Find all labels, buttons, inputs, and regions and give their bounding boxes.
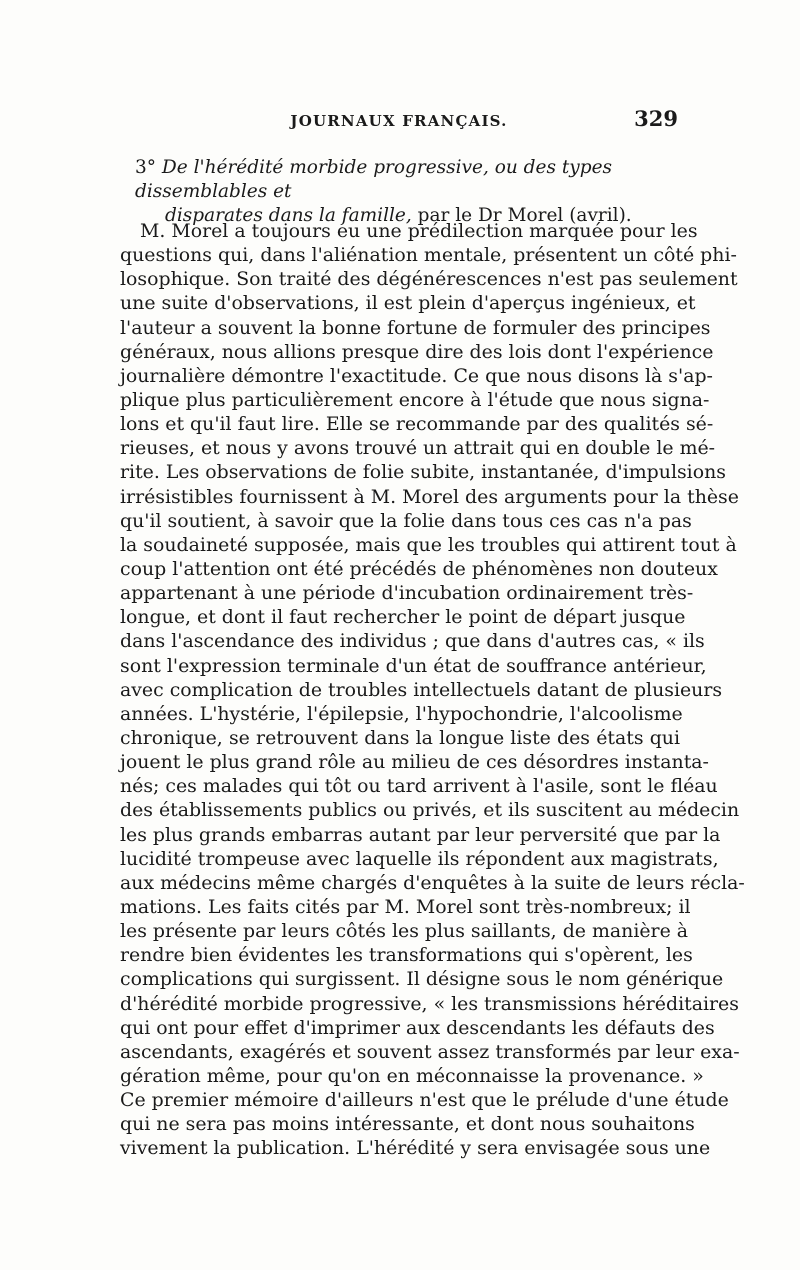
text-line: jouent le plus grand rôle au milieu de ces désordres instanta- [120,751,709,774]
text-line: qui ont pour effet d'imprimer aux descendants les défauts des [120,1016,715,1039]
text-line: rite. Les observations de folie subite, instantanée, d'impulsions [120,461,726,484]
text-line: irrésistibles fournissent à M. Morel des arguments pour la thèse [120,485,739,508]
text-line: dans l'ascendance des individus ; que dans d'autres cas, « ils [120,630,705,653]
text-line: Ce premier mémoire d'ailleurs n'est que le prélude d'une étude [120,1089,729,1112]
text-line: années. L'hystérie, l'épilepsie, l'hypochondrie, l'alcoolisme [120,702,683,725]
text-line: des établissements publics ou privés, et ils suscitent au médecin [120,799,740,822]
text-line: vivement la publication. L'hérédité y sera envisagée sous une [120,1137,711,1160]
text-line: la soudaineté supposée, mais que les troubles qui attirent tout à [120,533,737,556]
text-line: losophique. Son traité des dégénérescences n'est pas seulement [120,268,738,291]
section-heading [135,156,683,228]
text-line: lons et qu'il faut lire. Elle se recommande par des qualités sé- [120,413,714,436]
text-line: journalière démontre l'exactitude. Ce que nous disons là s'ap- [120,364,713,387]
text-line: une suite d'observations, il est plein d'aperçus ingénieux, et [120,292,696,315]
text-line: M. Morel a toujours eu une prédilection marquée pour les [140,220,698,242]
text-line: les plus grands embarras autant par leur perversité que par la [120,823,721,846]
section-title-line1: De l'hérédité morbide progressive, ou des types dissemblables et [135,157,613,202]
text-line: ascendants, exagérés et souvent assez transformés par leur exa- [120,1040,740,1063]
text-line: nés; ces malades qui tôt ou tard arrivent à l'asile, sont le fléau [120,775,718,798]
text-line: l'auteur a souvent la bonne fortune de formuler des principes [120,316,711,339]
text-line: qui ne sera pas moins intéressante, et dont nous souhaitons [120,1113,695,1136]
text-line: plique plus particulièrement encore à l'étude que nous signa- [120,388,710,411]
text-line: lucidité trompeuse avec laquelle ils répondent aux magistrats, [120,847,719,870]
page-number: 329 [634,106,678,131]
text-line: avec complication de troubles intellectuels datant de plusieurs [120,678,723,701]
text-line: qu'il soutient, à savoir que la folie dans tous ces cas n'a pas [120,509,692,532]
text-line: coup l'attention ont été précédés de phénomènes non douteux [120,557,718,580]
text-line: gération même, pour qu'on en méconnaisse la provenance. » [120,1064,704,1087]
text-line: aux médecins même chargés d'enquêtes à la suite de leurs récla- [120,871,745,894]
page-header [118,106,680,136]
section-title-author: par le Dr Morel (avril). [411,205,632,226]
text-line: mations. Les faits cités par M. Morel sont très-nombreux; il [120,895,691,918]
text-line: rendre bien évidentes les transformations qui s'opèrent, les [120,944,693,967]
text-line: chronique, se retrouvent dans la longue liste des états qui [120,726,680,749]
section-number: 3° [135,157,157,178]
text-line: les présente par leurs côtés les plus saillants, de manière à [120,920,689,943]
text-line: d'hérédité morbide progressive, « les transmissions héréditaires [120,992,739,1015]
text-line: questions qui, dans l'aliénation mentale, présentent un côté phi- [120,244,737,267]
text-line: généraux, nous allions presque dire des lois dont l'expérience [120,340,714,363]
text-line: rieuses, et nous y avons trouvé un attrait qui en double le mé- [120,437,716,460]
running-head: JOURNAUX FRANÇAIS. [290,112,508,130]
text-line: sont l'expression terminale d'un état de souffrance antérieur, [120,654,707,677]
text-line: complications qui surgissent. Il désigne sous le nom générique [120,968,724,991]
section-title-italic: disparates dans la famille, [165,205,412,226]
body-text [120,219,745,1160]
text-line: appartenant à une période d'incubation ordinairement très- [120,582,694,605]
text-line: longue, et dont il faut rechercher le point de départ jusque [120,606,686,629]
